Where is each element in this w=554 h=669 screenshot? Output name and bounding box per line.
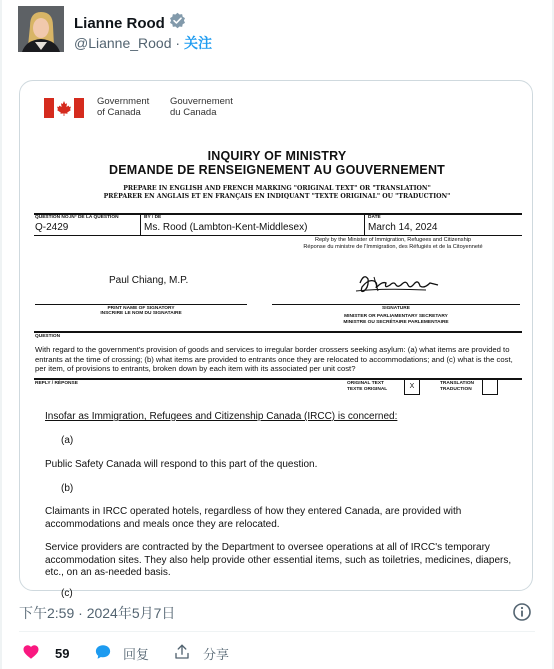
like-count: 59 [55, 646, 70, 661]
author-handle[interactable]: @Lianne_Rood [74, 35, 172, 51]
translation-label-en: TRANSLATION [440, 381, 475, 386]
signer-name: Paul Chiang, M.P. [109, 275, 189, 286]
reply-part-a-label: (a) [61, 435, 74, 446]
print-name-label-en: PRINT NAME OF SIGNATORY [107, 306, 175, 311]
question-label: QUESTION [35, 334, 61, 339]
canada-flag-icon [44, 98, 84, 123]
original-text-checkbox: X [404, 379, 420, 395]
attached-document-image[interactable] [19, 80, 533, 599]
signature-role-en: MINISTER OR PARLIAMENTARY SECRETARY [344, 314, 448, 319]
reply-label: 回复 [123, 647, 150, 662]
form-rule [34, 378, 522, 380]
author-name[interactable]: Lianne Rood [74, 14, 165, 32]
by-label: BY / DE [144, 215, 162, 220]
qnum-value: Q-2429 [35, 222, 69, 233]
tweet-header [18, 6, 538, 56]
footer-divider [19, 631, 535, 632]
share-icon [173, 643, 191, 664]
doc-instruction-en: PREPARE IN ENGLISH AND FRENCH MARKING "ORIGINAL TEXT" OR "TRANSLATION" [123, 185, 431, 192]
form-rule [272, 304, 520, 305]
date-label: DATE [368, 215, 381, 220]
handle-separator: · [175, 35, 181, 51]
signature-image [354, 269, 440, 302]
form-rule [34, 331, 522, 333]
heart-icon [22, 643, 40, 664]
info-icon[interactable] [512, 602, 532, 627]
reply-part-b-label: (b) [61, 483, 74, 494]
reply-label: REPLY / RÉPONSE [35, 381, 78, 386]
doc-title-en: INQUIRY OF MINISTRY [207, 149, 347, 163]
share-label: 分享 [203, 647, 230, 662]
translation-label-fr: TRADUCTION [440, 387, 472, 392]
form-rule [364, 213, 365, 235]
by-value: Ms. Rood (Lambton-Kent-Middlesex) [144, 222, 308, 233]
doc-instruction-fr: PRÉPARER EN ANGLAIS ET EN FRANÇAIS EN INDIQUANT "TEXTE ORIGINAL" OU "TRADUCTION" [103, 193, 451, 200]
date-value: March 14, 2024 [368, 222, 438, 233]
translation-checkbox [482, 379, 498, 395]
reply-by-en: Reply by the Minister of Immigration, Refugees and Citizenship [314, 237, 472, 243]
reply-part-b-text-2: Service providers are contracted by the Department to oversee operations at all of IRCC's temporary accommodation sites. They also help provide other essential items, such as toiletries, medicines, diapers, etc., on an as-needed basis. [45, 542, 512, 578]
tweet-timestamp[interactable]: 下午2:59 · 2024年5月7日 [19, 605, 176, 621]
question-text: With regard to the government's provision of goods and services to irregular border crossers seeking asylum: (a) what items are provided to entrants at the time of crossing; (b) what items are provided to entrants once they are relocated to accommodations; and (c) what is the cost, per item, of provisions to entrants, broken down by each item with its associated per unit cost? [35, 345, 513, 373]
print-name-label-fr: INSCRIRE LE NOM DU SIGNATAIRE [100, 311, 182, 316]
qnum-label: QUESTION NO./N° DE LA QUESTION [35, 215, 119, 220]
form-rule [140, 213, 141, 235]
follow-button[interactable]: 关注 [183, 35, 212, 51]
reply-icon [94, 643, 112, 664]
reply-part-b-text: Claimants in IRCC operated hotels, regardless of how they entered Canada, are provided with accommodations and meals once they are relocated. [45, 506, 462, 530]
handle-row [74, 33, 212, 53]
page-edge-left [0, 0, 2, 669]
gov-wordmark-en: Government of Canada [97, 96, 150, 118]
original-text-label-en: ORIGINAL TEXT [347, 381, 384, 386]
verified-icon [169, 12, 186, 34]
reply-by-fr: Réponse du ministre de l'Immigration, des Réfugiés et de la Citoyenneté [303, 244, 483, 250]
reply-button[interactable] [94, 643, 149, 664]
doc-title-fr: DEMANDE DE RENSEIGNEMENT AU GOUVERNEMENT [108, 163, 446, 177]
share-button[interactable] [173, 643, 229, 664]
signature-role-fr: MINISTRE OU SECRÉTAIRE PARLEMENTAIRE [343, 320, 449, 325]
original-text-label-fr: TEXTE ORIGINAL [347, 387, 388, 392]
like-button[interactable] [22, 643, 69, 664]
gov-wordmark-fr: Gouvernement du Canada [170, 96, 233, 118]
reply-part-c-label: (c) [61, 588, 73, 599]
form-rule [34, 235, 522, 236]
signature-label: SIGNATURE [382, 306, 410, 311]
avatar[interactable] [18, 6, 64, 52]
reply-intro: Insofar as Immigration, Refugees and Citizenship Canada (IRCC) is concerned: [45, 411, 398, 422]
reply-part-a-text: Public Safety Canada will respond to this part of the question. [45, 459, 318, 470]
form-rule [35, 304, 247, 305]
